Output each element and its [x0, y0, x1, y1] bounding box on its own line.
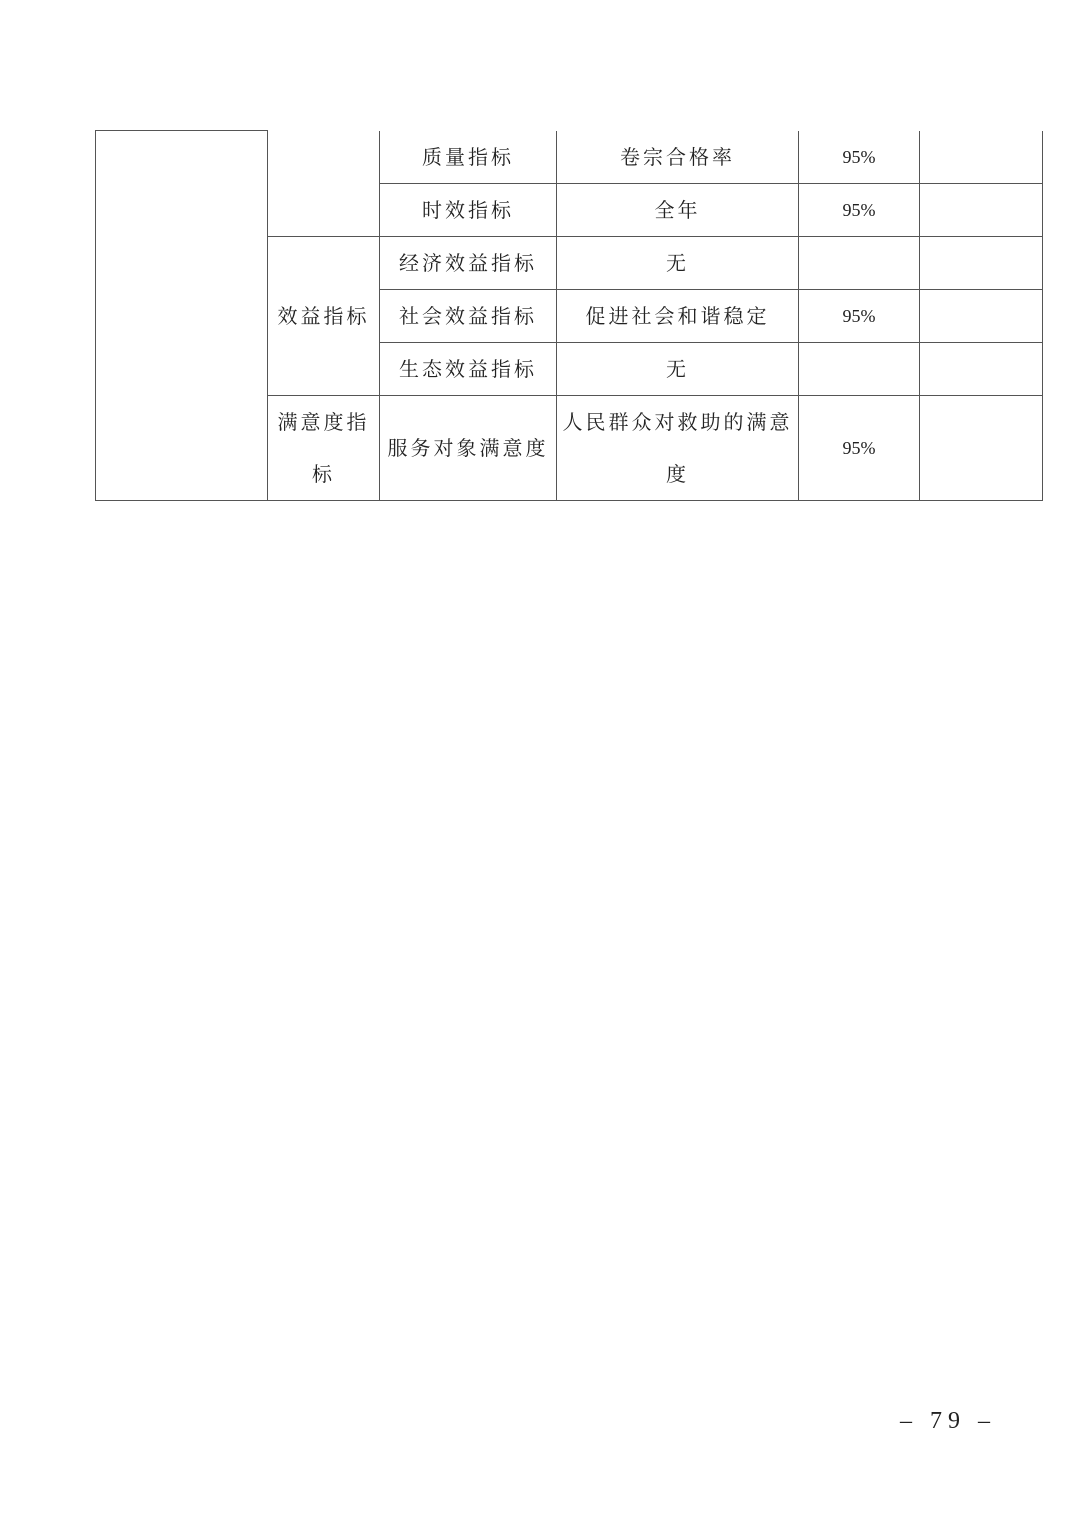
- table-cell-score: [920, 396, 1043, 501]
- table-cell-level1: [268, 396, 380, 501]
- table-cell-indicator: 无: [557, 343, 799, 396]
- table-cell-target: [799, 237, 920, 290]
- table-cell-score: [920, 184, 1043, 237]
- table-cell-indicator: 促进社会和谐稳定: [557, 290, 799, 343]
- level1-line: 满意度指: [277, 410, 370, 434]
- table-row: [96, 131, 1043, 184]
- table-cell-level2: 经济效益指标: [380, 237, 557, 290]
- table-cell-indicator: 卷宗合格率: [557, 131, 799, 184]
- table-cell-indicator: 全年: [557, 184, 799, 237]
- table-cell-level2: 质量指标: [380, 131, 557, 184]
- table-cell-indicator: 无: [557, 237, 799, 290]
- table-cell-score: [920, 343, 1043, 396]
- table-cell-level1: 效益指标: [268, 237, 380, 396]
- table-cell-level2: 社会效益指标: [380, 290, 557, 343]
- table-cell-target: 95%: [799, 396, 920, 501]
- table-cell-target: 95%: [799, 290, 920, 343]
- table-cell-score: [920, 290, 1043, 343]
- page-number: – 79 –: [900, 1408, 996, 1434]
- table-cell-level2: 时效指标: [380, 184, 557, 237]
- table-cell-level2: 生态效益指标: [380, 343, 557, 396]
- table-cell-level1: [268, 131, 380, 237]
- indicator-line: 度: [666, 462, 689, 486]
- level1-line: 标: [312, 462, 335, 486]
- table-cell-target: 95%: [799, 131, 920, 184]
- table-cell-score: [920, 131, 1043, 184]
- performance-indicator-table: [95, 130, 1043, 501]
- table-cell-target: 95%: [799, 184, 920, 237]
- table-cell-score: [920, 237, 1043, 290]
- table-cell-target: [799, 343, 920, 396]
- table-cell-blank: [96, 131, 268, 501]
- table-cell-indicator: [557, 396, 799, 501]
- table-cell-level2: 服务对象满意度: [380, 396, 557, 501]
- indicator-line: 人民群众对救助的满意: [562, 410, 793, 434]
